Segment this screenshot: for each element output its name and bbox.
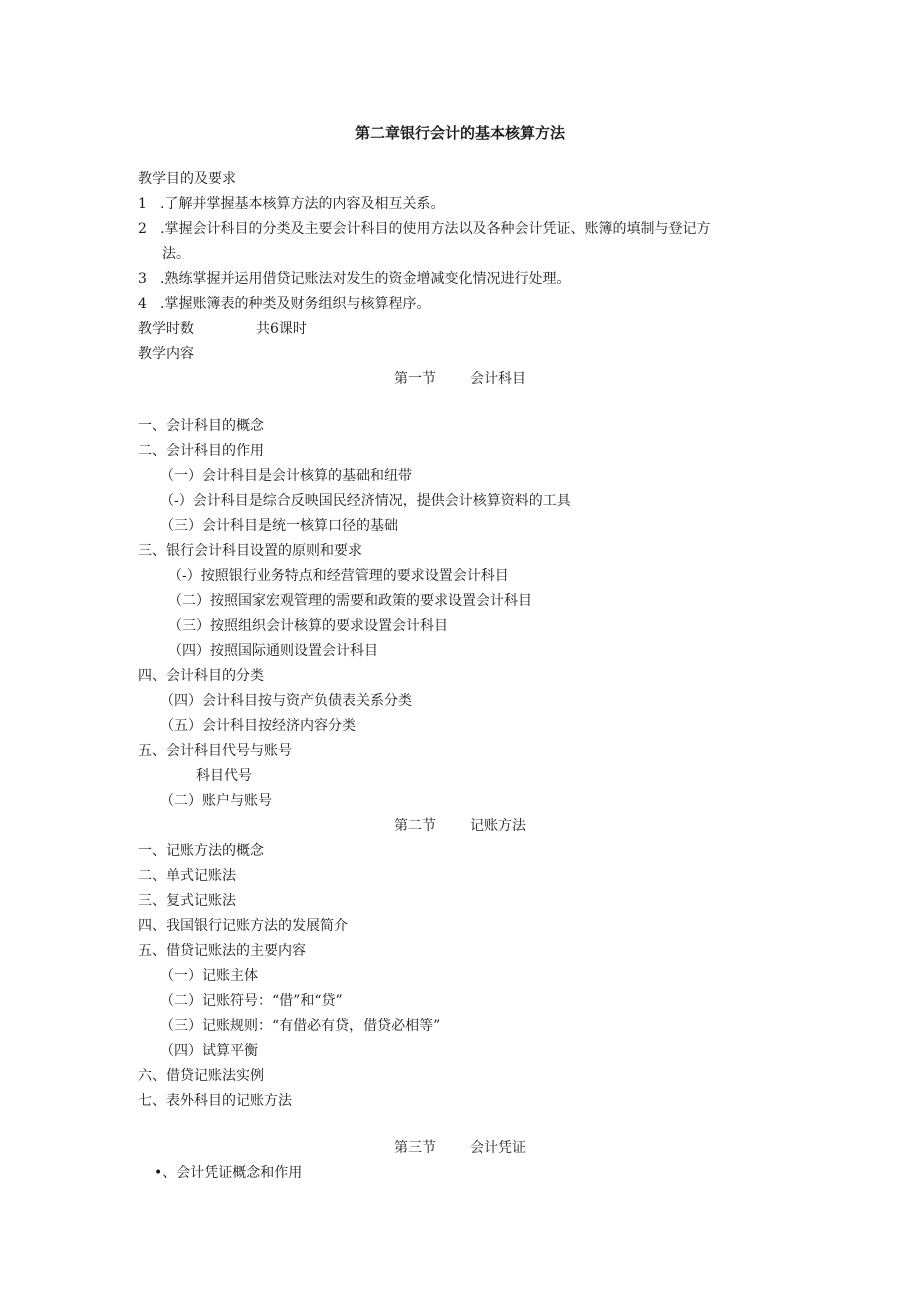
section-heading-3 bbox=[0, 1138, 920, 1158]
outline-item: 五、借贷记账法的主要内容 bbox=[138, 943, 306, 959]
outline-item: 七、表外科目的记账方法 bbox=[138, 1093, 292, 1109]
section-number: 第三节 bbox=[394, 1140, 436, 1156]
outline-subitem: （二）记账符号：“借”和“贷” bbox=[160, 993, 343, 1009]
goal-text: .熟练掌握并运用借贷记账法对发生的资金增减变化情况进行处理。 bbox=[160, 271, 571, 287]
outline-subitem: （四）会计科目按与资产负债表关系分类 bbox=[160, 693, 412, 709]
chapter-title: 第二章银行会计的基本核算方法 bbox=[354, 124, 565, 142]
outline-item: 五、会计科目代号与账号 bbox=[138, 743, 292, 759]
teaching-hours-label: 教学时数 bbox=[138, 321, 194, 337]
outline-item: 四、我国银行记账方法的发展简介 bbox=[138, 918, 348, 934]
goal-text: .掌握账簿表的种类及财务组织与核算程序。 bbox=[160, 296, 431, 312]
section-number: 第二节 bbox=[394, 818, 436, 834]
outline-item: 六、借贷记账法实例 bbox=[138, 1068, 264, 1084]
outline-subitem: （-）按照银行业务特点和经营管理的要求设置会计科目 bbox=[168, 568, 509, 584]
goal-item-4 bbox=[138, 294, 430, 314]
goal-text: .掌握会计科目的分类及主要会计科目的使用方法以及各种会计凭证、账簿的填制与登记方 bbox=[160, 221, 711, 237]
goal-item-3 bbox=[138, 269, 570, 289]
section-name: 会计凭证 bbox=[470, 1140, 526, 1156]
outline-subitem: （四）试算平衡 bbox=[160, 1043, 258, 1059]
outline-subitem: （二）账户与账号 bbox=[160, 793, 272, 809]
goal-number: 3 bbox=[138, 271, 147, 287]
goal-number: 4 bbox=[138, 296, 147, 312]
outline-item: •、会计凭证概念和作用 bbox=[154, 1165, 303, 1181]
outline-subitem: （三）会计科目是统一核算口径的基础 bbox=[160, 518, 398, 534]
goal-item-1 bbox=[138, 194, 444, 214]
outline-subitem: （一）记账主体 bbox=[160, 968, 258, 984]
section-heading-2 bbox=[0, 816, 920, 836]
goal-number: 2 bbox=[138, 221, 147, 237]
outline-item: 一、会计科目的概念 bbox=[138, 418, 264, 434]
outline-item: 二、会计科目的作用 bbox=[138, 443, 264, 459]
outline-item: 三、银行会计科目设置的原则和要求 bbox=[138, 543, 362, 559]
outline-subitem: （-）会计科目是综合反映国民经济情况，提供会计核算资料的工具 bbox=[160, 493, 571, 509]
goal-number: 1 bbox=[138, 196, 147, 212]
outline-subitem: （一）会计科目是会计核算的基础和纽带 bbox=[160, 468, 412, 484]
section-heading-1 bbox=[0, 369, 920, 389]
outline-subitem: （三）按照组织会计核算的要求设置会计科目 bbox=[168, 618, 448, 634]
section-number: 第一节 bbox=[394, 371, 436, 387]
outline-item: 一、记账方法的概念 bbox=[138, 843, 264, 859]
section-name: 会计科目 bbox=[470, 371, 526, 387]
outline-subitem: 科目代号 bbox=[196, 768, 252, 784]
outline-subitem: （四）按照国际通则设置会计科目 bbox=[168, 643, 378, 659]
outline-subitem: （五）会计科目按经济内容分类 bbox=[160, 718, 356, 734]
outline-subitem: （三）记账规则：“有借必有贷，借贷必相等” bbox=[160, 1018, 441, 1034]
section-name: 记账方法 bbox=[470, 818, 526, 834]
goal-text: .了解并掌握基本核算方法的内容及相互关系。 bbox=[160, 196, 445, 212]
outline-item: 四、会计科目的分类 bbox=[138, 668, 264, 684]
outline-item: 二、单式记账法 bbox=[138, 868, 236, 884]
teaching-hours-value: 共6课时 bbox=[256, 321, 307, 337]
goal-item-2-continuation: 法。 bbox=[162, 246, 190, 262]
outline-subitem: （二）按照国家宏观管理的需要和政策的要求设置会计科目 bbox=[168, 593, 532, 609]
goals-heading: 教学目的及要求 bbox=[138, 171, 236, 187]
content-heading: 教学内容 bbox=[138, 346, 194, 362]
goal-item-2 bbox=[138, 219, 710, 239]
outline-item: 三、复式记账法 bbox=[138, 893, 236, 909]
